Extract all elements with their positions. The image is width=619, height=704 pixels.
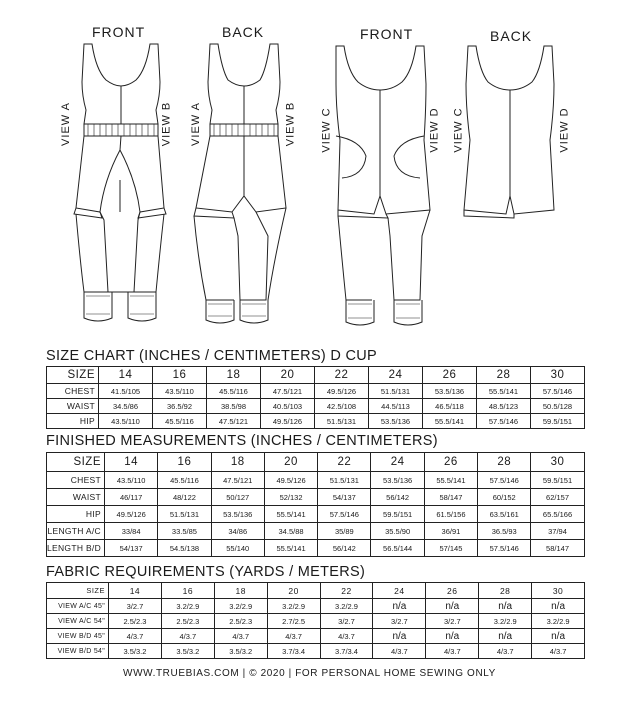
- row-label: CHEST: [47, 384, 99, 399]
- finished-measurements-table: [46, 452, 585, 557]
- header-cell: 18: [207, 367, 261, 384]
- size-chart-header-row: [47, 367, 585, 384]
- row-label: VIEW A/C 45": [47, 599, 109, 614]
- header-cell: 26: [423, 367, 477, 384]
- table-cell: 43.5/110: [153, 384, 207, 399]
- row-label: HIP: [47, 414, 99, 429]
- table-row: [47, 399, 585, 414]
- table-cell: 52/132: [264, 489, 317, 506]
- table-cell: 3.2/2.9: [320, 599, 373, 614]
- table-cell: 53.5/136: [369, 414, 423, 429]
- header-cell: 24: [373, 583, 426, 599]
- header-cell: 16: [158, 453, 211, 472]
- table-row: [47, 599, 585, 614]
- header-cell: 20: [261, 367, 315, 384]
- header-cell: SIZE: [47, 367, 99, 384]
- table-cell: n/a: [426, 599, 479, 614]
- table-cell: 57.5/146: [477, 414, 531, 429]
- table-cell: 47.5/121: [261, 384, 315, 399]
- row-label: HIP: [47, 506, 105, 523]
- finished-header-row: [47, 453, 585, 472]
- table-cell: n/a: [532, 599, 585, 614]
- finished-measurements-title: FINISHED MEASUREMENTS (INCHES / CENTIMETERS): [46, 433, 438, 449]
- table-cell: 4/3.7: [267, 629, 320, 644]
- fabric-requirements-title: FABRIC REQUIREMENTS (YARDS / METERS): [46, 564, 366, 580]
- table-cell: 58/147: [424, 489, 477, 506]
- table-cell: 3.2/2.9: [161, 599, 214, 614]
- table-cell: 54/137: [105, 540, 158, 557]
- table-cell: 4/3.7: [109, 629, 162, 644]
- table-row: [47, 540, 585, 557]
- table-cell: 62/157: [531, 489, 584, 506]
- header-cell: 16: [161, 583, 214, 599]
- table-cell: n/a: [373, 599, 426, 614]
- view-b-label-1: VIEW B: [160, 101, 173, 147]
- header-cell: 22: [318, 453, 371, 472]
- table-cell: 4/3.7: [161, 629, 214, 644]
- table-cell: 58/147: [531, 540, 584, 557]
- table-cell: 4/3.7: [479, 644, 532, 659]
- table-cell: n/a: [373, 629, 426, 644]
- table-cell: 53.5/136: [211, 506, 264, 523]
- table-cell: 56/142: [371, 489, 424, 506]
- view-d-label-2: VIEW D: [558, 107, 571, 153]
- table-cell: 50.5/128: [531, 399, 585, 414]
- table-cell: 51.5/131: [318, 472, 371, 489]
- header-cell: 14: [109, 583, 162, 599]
- header-cell: 16: [153, 367, 207, 384]
- table-cell: 4/3.7: [214, 629, 267, 644]
- table-cell: 3.2/2.9: [479, 614, 532, 629]
- table-cell: 43.5/110: [99, 414, 153, 429]
- row-label: WAIST: [47, 489, 105, 506]
- row-label: VIEW B/D 45": [47, 629, 109, 644]
- table-cell: 2.5/2.3: [109, 614, 162, 629]
- table-cell: 3.7/3.4: [320, 644, 373, 659]
- table-cell: 4/3.7: [320, 629, 373, 644]
- header-cell: 22: [320, 583, 373, 599]
- table-cell: 59.5/151: [531, 472, 584, 489]
- table-row: [47, 384, 585, 399]
- table-cell: 59.5/151: [371, 506, 424, 523]
- fabric-requirements-table: [46, 582, 585, 659]
- table-cell: 47.5/121: [207, 414, 261, 429]
- fabric-header-row: [47, 583, 585, 599]
- table-cell: 57.5/146: [531, 384, 585, 399]
- footer-text: WWW.TRUEBIAS.COM | © 2020 | FOR PERSONAL HOME SEWING ONLY: [123, 668, 496, 679]
- header-cell: 18: [214, 583, 267, 599]
- table-row: [47, 614, 585, 629]
- front-label-1: FRONT: [92, 24, 146, 40]
- table-cell: 54.5/138: [158, 540, 211, 557]
- view-a-label-1: VIEW A: [59, 102, 72, 146]
- header-cell: 30: [531, 367, 585, 384]
- back-view-cd-figure: [464, 46, 554, 218]
- table-cell: 2.5/2.3: [214, 614, 267, 629]
- table-cell: 44.5/113: [369, 399, 423, 414]
- table-cell: 3.2/2.9: [532, 614, 585, 629]
- table-cell: 55.5/141: [424, 472, 477, 489]
- table-cell: 37/94: [531, 523, 584, 540]
- table-cell: n/a: [479, 599, 532, 614]
- table-cell: 34/86: [211, 523, 264, 540]
- table-cell: 35.5/90: [371, 523, 424, 540]
- table-cell: 49.5/126: [264, 472, 317, 489]
- header-cell: 20: [264, 453, 317, 472]
- table-cell: 48/122: [158, 489, 211, 506]
- table-cell: 3/2.7: [373, 614, 426, 629]
- table-cell: 43.5/110: [105, 472, 158, 489]
- table-cell: 3.2/2.9: [214, 599, 267, 614]
- table-cell: 3.7/3.4: [267, 644, 320, 659]
- table-cell: 48.5/123: [477, 399, 531, 414]
- table-cell: 54/137: [318, 489, 371, 506]
- table-cell: 47.5/121: [211, 472, 264, 489]
- table-cell: 50/127: [211, 489, 264, 506]
- table-row: [47, 472, 585, 489]
- table-cell: 3.5/3.2: [161, 644, 214, 659]
- header-cell: SIZE: [47, 453, 105, 472]
- table-cell: 65.5/166: [531, 506, 584, 523]
- header-cell: 24: [371, 453, 424, 472]
- table-cell: 35/89: [318, 523, 371, 540]
- size-chart-title: SIZE CHART (INCHES / CENTIMETERS) D CUP: [46, 348, 377, 364]
- table-cell: 36.5/92: [153, 399, 207, 414]
- table-cell: 61.5/156: [424, 506, 477, 523]
- table-cell: 3.2/2.9: [267, 599, 320, 614]
- table-cell: 55.5/141: [264, 506, 317, 523]
- table-cell: 36/91: [424, 523, 477, 540]
- table-cell: 53.5/136: [423, 384, 477, 399]
- table-cell: 38.5/98: [207, 399, 261, 414]
- table-cell: 3.5/3.2: [214, 644, 267, 659]
- table-cell: 55/140: [211, 540, 264, 557]
- table-cell: 51.5/131: [315, 414, 369, 429]
- table-cell: 4/3.7: [532, 644, 585, 659]
- table-cell: 40.5/103: [261, 399, 315, 414]
- header-cell: 28: [477, 367, 531, 384]
- table-cell: 45.5/116: [158, 472, 211, 489]
- front-view-cd-figure: [336, 46, 430, 325]
- table-row: [47, 629, 585, 644]
- table-cell: 41.5/105: [99, 384, 153, 399]
- table-cell: 45.5/116: [153, 414, 207, 429]
- header-cell: SIZE: [47, 583, 109, 599]
- header-cell: 14: [105, 453, 158, 472]
- table-row: [47, 523, 585, 540]
- table-cell: 51.5/131: [158, 506, 211, 523]
- table-row: [47, 644, 585, 659]
- table-cell: n/a: [479, 629, 532, 644]
- back-label-1: BACK: [222, 24, 265, 40]
- table-cell: 63.5/161: [478, 506, 531, 523]
- row-label: VIEW B/D 54": [47, 644, 109, 659]
- header-cell: 20: [267, 583, 320, 599]
- table-cell: 33/84: [105, 523, 158, 540]
- header-cell: 24: [369, 367, 423, 384]
- header-cell: 26: [426, 583, 479, 599]
- table-cell: 57/145: [424, 540, 477, 557]
- header-cell: 22: [315, 367, 369, 384]
- back-view-ab-figure: [194, 44, 286, 323]
- table-cell: 57.5/146: [318, 506, 371, 523]
- header-cell: 28: [478, 453, 531, 472]
- table-cell: 2.7/2.5: [267, 614, 320, 629]
- table-cell: 49.5/126: [261, 414, 315, 429]
- table-cell: 56/142: [318, 540, 371, 557]
- row-label: VIEW A/C 54": [47, 614, 109, 629]
- view-c-label-2: VIEW C: [452, 107, 465, 153]
- table-cell: 42.5/108: [315, 399, 369, 414]
- front-label-2: FRONT: [360, 26, 414, 42]
- view-a-label-2: VIEW A: [189, 102, 202, 146]
- table-cell: 46/117: [105, 489, 158, 506]
- garment-illustrations: [0, 0, 619, 340]
- view-d-label-1: VIEW D: [428, 107, 441, 153]
- table-cell: 34.5/86: [99, 399, 153, 414]
- table-cell: 57.5/146: [478, 540, 531, 557]
- table-cell: 49.5/126: [105, 506, 158, 523]
- table-cell: 55.5/141: [477, 384, 531, 399]
- table-cell: n/a: [426, 629, 479, 644]
- header-cell: 18: [211, 453, 264, 472]
- table-cell: 4/3.7: [373, 644, 426, 659]
- table-row: [47, 489, 585, 506]
- table-cell: 4/3.7: [426, 644, 479, 659]
- header-cell: 30: [532, 583, 585, 599]
- table-cell: 55.5/141: [264, 540, 317, 557]
- front-view-ab-figure: [74, 44, 166, 321]
- row-label: WAIST: [47, 399, 99, 414]
- view-c-label-1: VIEW C: [320, 107, 333, 153]
- header-cell: 14: [99, 367, 153, 384]
- table-cell: 3/2.7: [109, 599, 162, 614]
- table-row: [47, 506, 585, 523]
- row-label: LENGTH A/C: [47, 523, 105, 540]
- table-cell: 57.5/146: [478, 472, 531, 489]
- row-label: LENGTH B/D: [47, 540, 105, 557]
- table-row: [47, 414, 585, 429]
- header-cell: 26: [424, 453, 477, 472]
- view-b-label-2: VIEW B: [284, 101, 297, 147]
- table-cell: 46.5/118: [423, 399, 477, 414]
- table-cell: 3/2.7: [320, 614, 373, 629]
- table-cell: 55.5/141: [423, 414, 477, 429]
- table-cell: 49.5/126: [315, 384, 369, 399]
- header-cell: 30: [531, 453, 584, 472]
- table-cell: 56.5/144: [371, 540, 424, 557]
- table-cell: 60/152: [478, 489, 531, 506]
- size-chart-table: [46, 366, 585, 429]
- back-label-2: BACK: [490, 28, 533, 44]
- table-cell: 2.5/2.3: [161, 614, 214, 629]
- row-label: CHEST: [47, 472, 105, 489]
- table-cell: 3/2.7: [426, 614, 479, 629]
- table-cell: 51.5/131: [369, 384, 423, 399]
- table-cell: n/a: [532, 629, 585, 644]
- table-cell: 53.5/136: [371, 472, 424, 489]
- header-cell: 28: [479, 583, 532, 599]
- table-cell: 33.5/85: [158, 523, 211, 540]
- table-cell: 45.5/116: [207, 384, 261, 399]
- table-cell: 3.5/3.2: [109, 644, 162, 659]
- table-cell: 59.5/151: [531, 414, 585, 429]
- table-cell: 34.5/88: [264, 523, 317, 540]
- table-cell: 36.5/93: [478, 523, 531, 540]
